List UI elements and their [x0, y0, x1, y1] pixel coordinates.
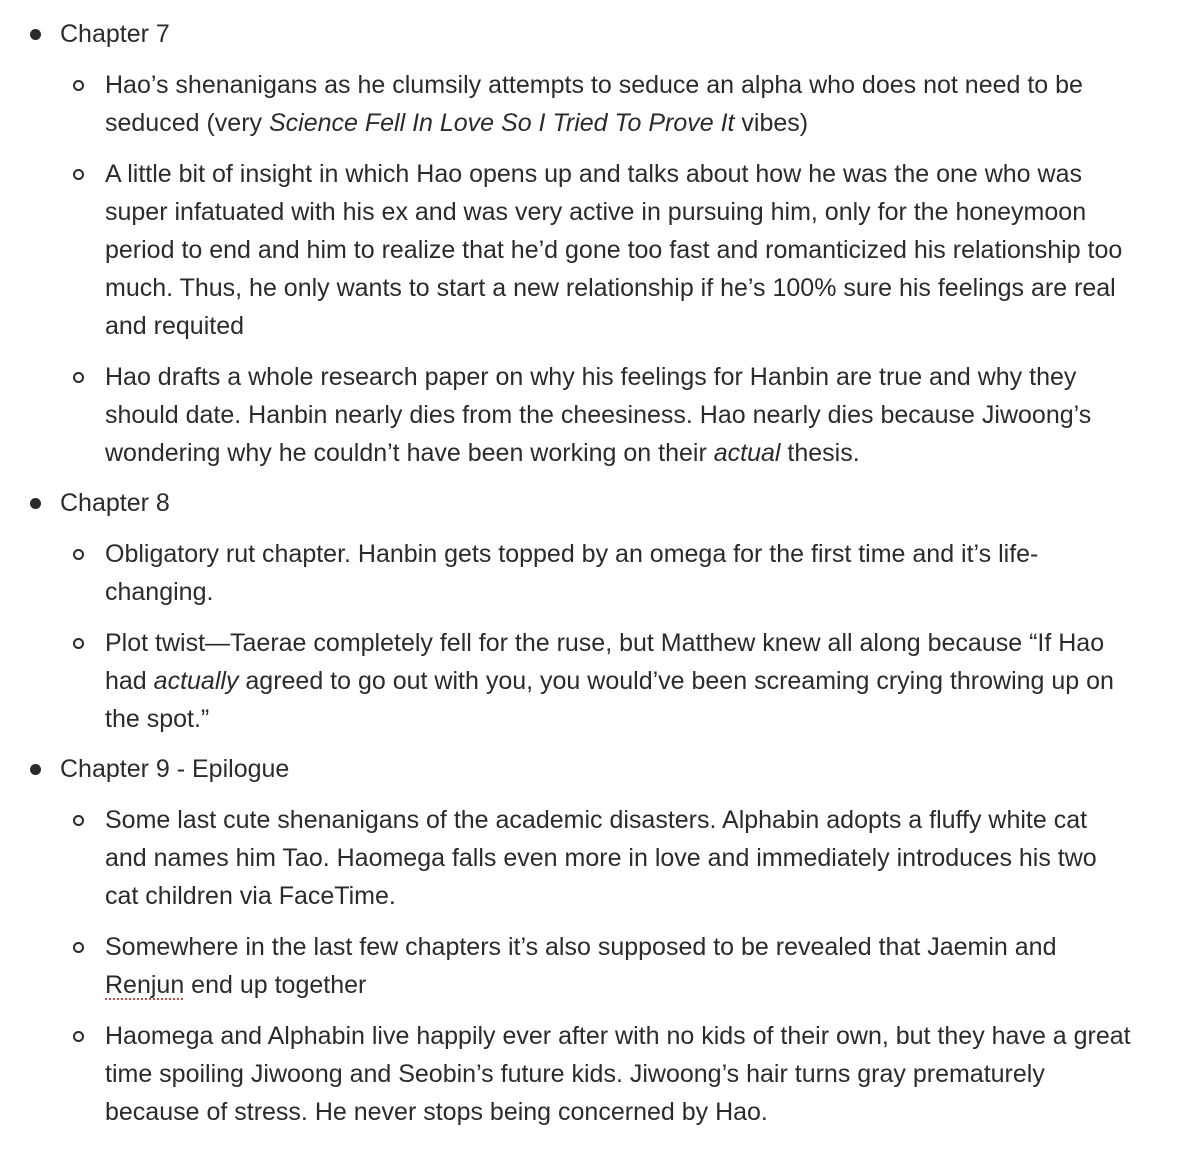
list-item	[0, 358, 1135, 472]
item-text: Hao drafts a whole research paper on why his feelings for Hanbin are true and why they should date. Hanbin nearly dies from the cheesiness. Hao nearly dies because Jiwoong’s wondering why he couldn’t have been working on their	[105, 363, 1092, 467]
chapter-7-section	[0, 15, 170, 53]
chapter-title: Chapter 8	[60, 489, 170, 517]
list-item	[0, 801, 1135, 915]
list-item	[0, 535, 1135, 611]
list-item	[0, 155, 1135, 345]
list-item	[0, 66, 1135, 142]
bullet-icon	[30, 764, 41, 775]
item-text: A little bit of insight in which Hao opens up and talks about how he was the one who was super infatuated with his ex and was very active in pursuing him, only for the honeymoon period to end and him to realize that he’d gone too fast and romanticized his relationship too much. Thus, he only wants to start a new relationship if he’s 100% sure his feelings are real and requited	[105, 160, 1123, 340]
item-text: thesis.	[780, 439, 860, 467]
bullet-icon	[30, 498, 41, 509]
circle-bullet-icon	[73, 80, 84, 91]
circle-bullet-icon	[73, 372, 84, 383]
list-item	[0, 1017, 1135, 1131]
list-item	[0, 928, 1135, 1004]
book-title-emphasis: Science Fell In Love So I Tried To Prove It	[268, 109, 735, 137]
item-text: Hao’s shenanigans as he clumsily attempts to seduce an alpha who does not need to be seduced (very	[105, 71, 1083, 137]
bullet-icon	[30, 29, 41, 40]
misspelled-word[interactable]: Renjun	[105, 971, 185, 999]
item-text: Some last cute shenanigans of the academic disasters. Alphabin adopts a fluffy white cat and names him Tao. Haomega falls even more in love and immediately introduces his two cat children via FaceTime.	[105, 806, 1097, 910]
emphasis: actually	[153, 667, 239, 695]
circle-bullet-icon	[73, 169, 84, 180]
item-text: Somewhere in the last few chapters it’s also supposed to be revealed that Jaemin and	[105, 933, 1057, 961]
item-text: Obligatory rut chapter. Hanbin gets topped by an omega for the first time and it’s life-changing.	[105, 540, 1039, 606]
circle-bullet-icon	[73, 1031, 84, 1042]
item-text: end up together	[184, 971, 367, 999]
chapter-9-heading	[0, 750, 289, 788]
chapter-title: Chapter 7	[60, 20, 170, 48]
item-text: Plot twist—Taerae completely fell for the ruse, but Matthew knew all along because “If Hao had	[105, 629, 1105, 695]
chapter-9-section	[0, 750, 289, 788]
emphasis: actual	[713, 439, 781, 467]
item-text: vibes)	[734, 109, 809, 137]
item-text: agreed to go out with you, you would’ve been screaming crying throwing up on the spot.”	[105, 667, 1114, 733]
chapter-8-section	[0, 484, 170, 522]
chapter-8-heading	[0, 484, 170, 522]
chapter-7-heading	[0, 15, 170, 53]
circle-bullet-icon	[73, 942, 84, 953]
circle-bullet-icon	[73, 638, 84, 649]
circle-bullet-icon	[73, 549, 84, 560]
circle-bullet-icon	[73, 815, 84, 826]
chapter-title: Chapter 9 - Epilogue	[60, 755, 290, 783]
item-text: Haomega and Alphabin live happily ever after with no kids of their own, but they have a great time spoiling Jiwoong and Seobin’s future kids. Jiwoong’s hair turns gray prematurely because of stress. He never stops being concerned by Hao.	[105, 1022, 1131, 1126]
list-item	[0, 624, 1135, 738]
